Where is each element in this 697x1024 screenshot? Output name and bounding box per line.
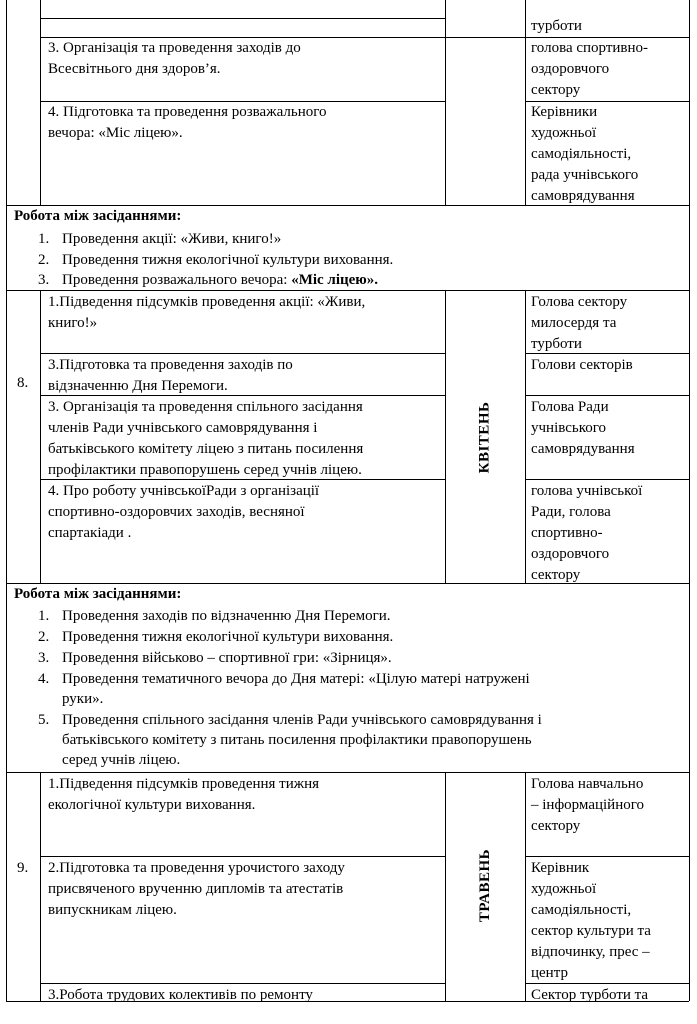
responsible-cell: Керівник [531, 860, 590, 876]
month-label: ТРАВЕНЬ [476, 848, 493, 922]
table-border [445, 290, 446, 583]
table-border [40, 983, 445, 984]
list-item: Проведення військово – спортивної гри: «Зірниця». [62, 650, 392, 666]
table-border [689, 772, 690, 1001]
responsible-cell: відпочинку, прес – [531, 944, 650, 960]
responsible-cell: голова спортивно- [531, 40, 649, 56]
table-border [525, 856, 689, 857]
responsible-cell: турботи [531, 336, 582, 352]
responsible-cell: самоврядування [531, 188, 635, 204]
task-cell: 1.Підведення підсумків проведення тижня [48, 776, 320, 792]
table-border [6, 205, 7, 290]
responsible-cell: Голова сектору [531, 294, 628, 310]
responsible-cell: спортивно- [531, 525, 603, 541]
table-border [445, 772, 446, 1001]
task-cell: 4. Про роботу учнівськоїРади з організації [48, 483, 320, 499]
task-cell: 3.Робота трудових колективів по ремонту [48, 987, 313, 1003]
task-cell: 3. Організація та проведення заходів до [48, 40, 301, 56]
responsible-cell: голова учнівської [531, 483, 643, 499]
table-border [6, 290, 7, 583]
table-border [525, 0, 526, 205]
table-border [40, 772, 41, 1001]
task-cell: екологічної культури виховання. [48, 797, 256, 813]
responsible-cell: сектору [531, 567, 581, 583]
responsible-cell: турботи [531, 18, 582, 34]
task-cell: відзначенню Дня Перемоги. [48, 378, 228, 394]
table-border [525, 395, 689, 396]
table-border [525, 479, 689, 480]
table-border [689, 0, 690, 205]
table-border [525, 290, 526, 583]
task-cell: 3. Організація та проведення спільного засідання [48, 399, 363, 415]
task-cell: 1.Підведення підсумків проведення акції: «Живи, [48, 294, 366, 310]
table-border [525, 772, 526, 1001]
task-cell: спортивно-оздоровчих заходів, весняної [48, 504, 305, 520]
responsible-cell: рада учнівського [531, 167, 639, 183]
task-cell: членів Ради учнівського самоврядування і [48, 420, 318, 436]
list-number: 3. [38, 650, 50, 666]
table-border [40, 18, 445, 19]
list-item: серед учнів ліцею. [62, 752, 181, 768]
list-item: Проведення тематичного вечора до Дня матері: «Цілую матері натружені [62, 671, 530, 687]
responsible-cell: художньої [531, 881, 597, 897]
responsible-cell: оздоровчого [531, 61, 610, 77]
responsible-cell: Сектор турботи та [531, 987, 649, 1003]
month-label: КВІТЕНЬ [476, 401, 493, 473]
responsible-cell: Голова Ради [531, 399, 609, 415]
table-border [6, 772, 689, 773]
responsible-cell: – інформаційного [531, 797, 645, 813]
table-border [6, 583, 7, 772]
table-border [689, 583, 690, 772]
task-cell: профілактики правопорушень серед учнів ліцею. [48, 462, 362, 478]
responsible-cell: учнівського [531, 420, 607, 436]
task-cell: спартакіади . [48, 525, 132, 541]
table-border [445, 0, 446, 205]
responsible-cell: Ради, голова [531, 504, 611, 520]
row-number: 9. [17, 860, 29, 876]
list-item: Проведення тижня екологічної культури виховання. [62, 252, 394, 268]
responsible-cell: центр [531, 965, 568, 981]
row-number: 8. [17, 375, 29, 391]
list-item: Проведення спільного засідання членів Ради учнівського самоврядування і [62, 712, 542, 728]
table-border [40, 353, 445, 354]
responsible-cell: художньої [531, 125, 597, 141]
task-cell: 3.Підготовка та проведення заходів по [48, 357, 293, 373]
list-number: 4. [38, 671, 50, 687]
list-number: 2. [38, 629, 50, 645]
list-number: 5. [38, 712, 50, 728]
list-item: батьківського комітету з питань посилення профілактики правопорушень [62, 732, 532, 748]
table-border [40, 290, 41, 583]
responsible-cell: самоврядування [531, 441, 635, 457]
list-number: 1. [38, 231, 50, 247]
responsible-cell: Керівники [531, 104, 598, 120]
task-cell: 2.Підготовка та проведення урочистого заходу [48, 860, 345, 876]
section-heading: Робота між засіданнями: [14, 586, 182, 602]
list-item-bold: «Міс ліцею». [291, 272, 379, 288]
responsible-cell: сектору [531, 82, 581, 98]
task-cell: вечора: «Міс ліцею». [48, 125, 183, 141]
table-border [40, 0, 41, 205]
table-border [6, 0, 7, 205]
task-cell: книго!» [48, 315, 98, 331]
responsible-cell: милосердя та [531, 315, 617, 331]
responsible-cell: самодіяльності, [531, 146, 632, 162]
task-cell: Всесвітнього дня здоров’я. [48, 61, 221, 77]
list-number: 1. [38, 608, 50, 624]
responsible-cell: Голови секторів [531, 357, 633, 373]
responsible-cell: сектору [531, 818, 581, 834]
table-border [6, 772, 7, 1001]
table-border [6, 290, 689, 291]
task-cell: присвяченого врученню дипломів та атестатів [48, 881, 344, 897]
list-item: Проведення тижня екологічної культури виховання. [62, 629, 394, 645]
list-item: Проведення розважального вечора: «Міс ліцею». [62, 272, 379, 288]
table-border [689, 290, 690, 583]
responsible-cell: сектор культури та [531, 923, 651, 939]
section-heading: Робота між засіданнями: [14, 208, 182, 224]
task-cell: батьківського комітету ліцею з питань посилення [48, 441, 364, 457]
list-number: 2. [38, 252, 50, 268]
responsible-cell: оздоровчого [531, 546, 610, 562]
responsible-cell: самодіяльності, [531, 902, 632, 918]
list-number: 3. [38, 272, 50, 288]
table-border [689, 205, 690, 290]
table-border [40, 856, 445, 857]
responsible-cell: Голова навчально [531, 776, 644, 792]
task-cell: випускникам ліцею. [48, 902, 177, 918]
task-cell: 4. Підготовка та проведення розважального [48, 104, 327, 120]
list-item: Проведення заходів по відзначенню Дня Перемоги. [62, 608, 391, 624]
list-item: руки». [62, 691, 104, 707]
list-item: Проведення акції: «Живи, книго!» [62, 231, 282, 247]
